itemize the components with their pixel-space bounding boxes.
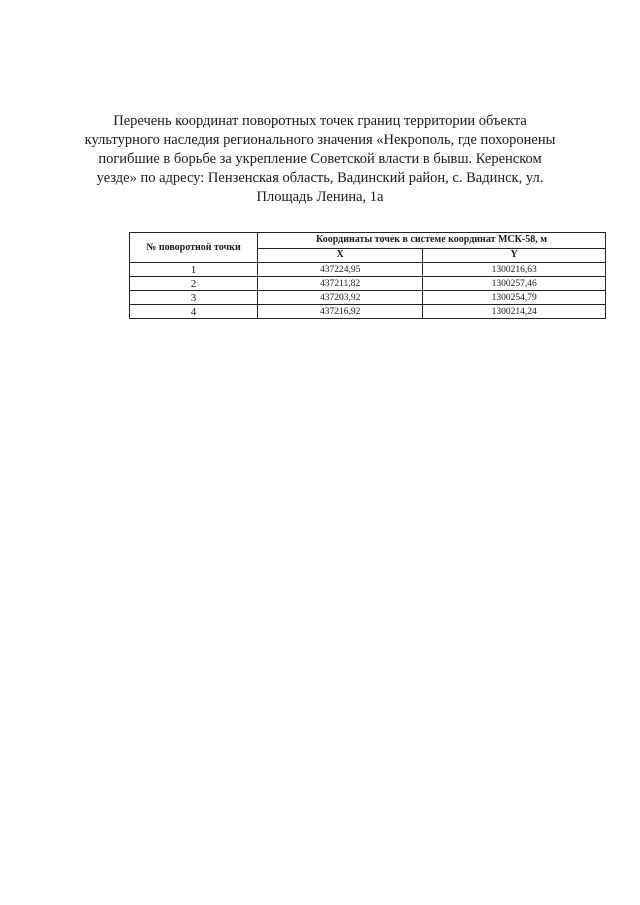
- point-number: 2: [130, 277, 258, 291]
- coord-x: 437203,92: [258, 291, 423, 305]
- coord-x: 437224,95: [258, 263, 423, 277]
- coord-y: 1300216,63: [423, 263, 606, 277]
- point-number: 3: [130, 291, 258, 305]
- coordinates-table: [129, 232, 606, 319]
- point-number: 4: [130, 305, 258, 319]
- coord-x: 437216,92: [258, 305, 423, 319]
- header-point-number: № поворотной точки: [130, 233, 258, 263]
- coord-y: 1300257,46: [423, 277, 606, 291]
- coord-x: 437211,82: [258, 277, 423, 291]
- table-row: [130, 291, 606, 305]
- table-row: [130, 305, 606, 319]
- coord-y: 1300214,24: [423, 305, 606, 319]
- header-coordinates-group: Координаты точек в системе координат МСК-58, м: [258, 233, 606, 249]
- table-row: [130, 263, 606, 277]
- document-title: Перечень координат поворотных точек границ территории объекта культурного наследия регионального значения «Некрополь, где похоронены погибшие в борьбе за укрепление Советской власти в бывш. Керенском уезде» по адресу: Пензенская область, Вадинский район, с. Вадинск, ул. Площадь Ленина, 1а: [84, 113, 556, 205]
- table-header-row: [130, 233, 606, 249]
- coord-y: 1300254,79: [423, 291, 606, 305]
- header-y: Y: [423, 248, 606, 262]
- header-x: X: [258, 248, 423, 262]
- point-number: 1: [130, 263, 258, 277]
- table-row: [130, 277, 606, 291]
